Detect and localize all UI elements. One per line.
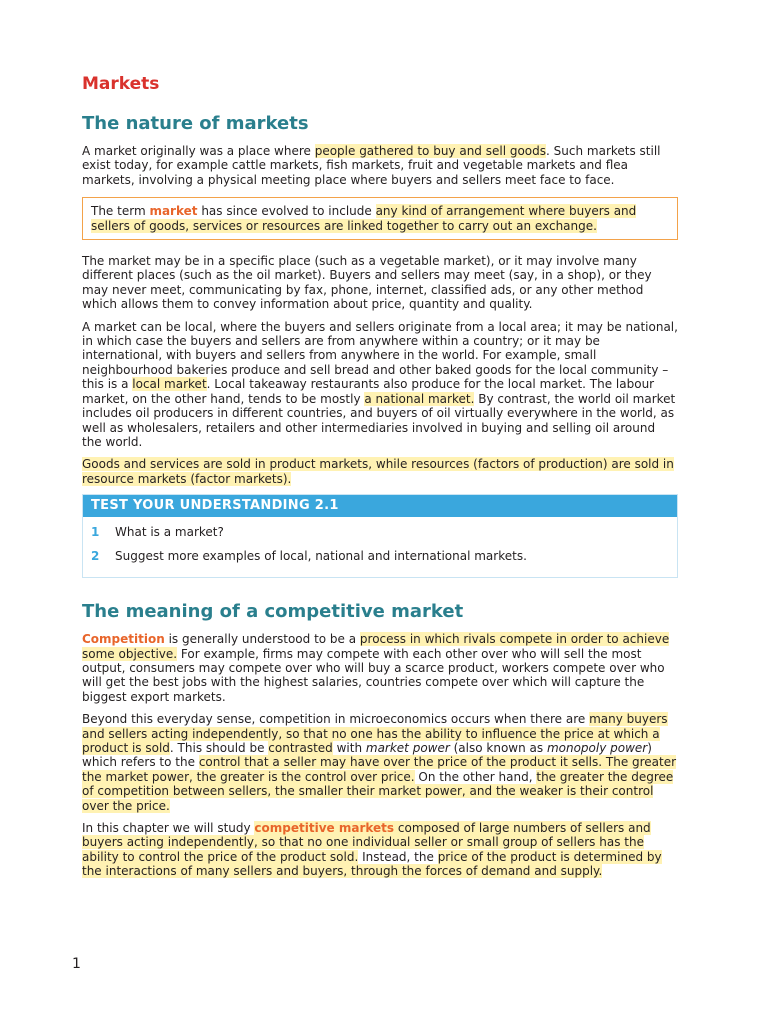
keyword-competitive-markets: competitive markets (254, 821, 395, 835)
paragraph-competition-definition (82, 632, 678, 704)
highlight: a national market. (364, 391, 475, 406)
highlight: control that a seller may have over the price of the product it sells. The greater the market power, the greater is the control over price. (82, 755, 677, 784)
question-text: Suggest more examples of local, national and international markets. (115, 549, 527, 564)
highlight: many buyers and sellers acting independently, so that no one has the ability to influence the price at which a product is sold (82, 712, 668, 755)
section-heading-nature-of-markets: The nature of markets (82, 113, 309, 134)
text-run: In this chapter we will study (82, 821, 255, 835)
text-run: has since evolved to include (197, 204, 376, 219)
definition-box (82, 197, 678, 240)
page-number: 1 (72, 956, 81, 972)
text-run: For example, firms may compete with each other over who will sell the most output, consumers may compete over who will buy a scarce product, workers compete over who will get the best jobs with the highest salaries, countries compete over which will capture the biggest export markets. (82, 646, 665, 704)
question-item (91, 525, 669, 539)
text-run: . Local takeaway restaurants also produce for the local market. The labour market, on the other hand, tends to be mostly (82, 377, 655, 406)
question-number: 2 (91, 549, 100, 564)
paragraph-market-power (82, 712, 678, 813)
text-run: is generally understood to be a (164, 632, 360, 647)
highlight: composed of large numbers of sellers and buyers acting independently, so that no one individual seller or small group of sellers has the ability to control the price of the product sold. (82, 821, 651, 864)
definition-text (91, 204, 669, 233)
text-run: Instead, the (358, 849, 438, 864)
question-item (91, 549, 669, 563)
italic-term: monopoly power (546, 740, 648, 755)
keyword-competition: Competition (82, 632, 165, 647)
text-run: (also known as (449, 740, 547, 755)
italic-term: market power (365, 740, 450, 755)
test-your-understanding-box (82, 494, 678, 578)
highlight: contrasted (268, 740, 333, 755)
paragraph-market-scope (82, 320, 678, 450)
question-number: 1 (91, 525, 100, 540)
highlight: people gathered to buy and sell goods (314, 144, 547, 158)
highlight: the greater the degree of competition between sellers, the smaller their market power, and the weaker is their control over the price. (82, 769, 674, 813)
section-heading-competitive-market: The meaning of a competitive market (82, 601, 464, 623)
paragraph-product-resource-markets (82, 457, 678, 486)
text-run: . This should be (169, 740, 269, 755)
highlight: Goods and services are sold in product markets, while resources (factors of production) are sold in resource markets (factor markets). (82, 457, 674, 486)
highlight: . (593, 218, 597, 233)
paragraph-market-places: The market may be in a specific place (such as a vegetable market), or it may involve many different places (such as the oil market). Buyers and sellers may meet (say, in a shop), or they may never meet, communicating by fax, phone, internet, classified ads, or any other method which allows them to convey information about price, quantity and quality. (82, 254, 652, 312)
text-run: A market originally was a place where (82, 144, 315, 158)
text-run: A market can be local, where the buyers and sellers originate from a local area; it may be national, in which case the buyers and sellers are from anywhere within a country; or it may be international, with buyers and sellers from anywhere in the world. For example, small neighbourhood bakeries produce and sell bread and other baked goods for the local community – this is a (82, 319, 678, 392)
paragraph-market-origin (82, 144, 678, 187)
highlight: any kind of arrangement where buyers and sellers of goods, services or resources are linked together to carry out an exchange (91, 204, 637, 233)
test-box-title: TEST YOUR UNDERSTANDING 2.1 (83, 495, 677, 517)
paragraph-competitive-markets (82, 821, 678, 879)
question-text: What is a market? (115, 525, 224, 540)
highlight: local market (132, 377, 207, 392)
test-box-questions (83, 517, 677, 577)
text-run: The term (91, 204, 150, 219)
chapter-title: Markets (82, 74, 160, 94)
text-run: ) which refers to the (82, 740, 652, 770)
page-content (82, 72, 678, 887)
keyword-market: market (149, 204, 198, 219)
text-run: On the other hand, (414, 769, 537, 784)
highlight: process in which rivals compete in order to achieve some objective. (82, 632, 670, 661)
highlight: price of the product is determined by the interactions of many sellers and buyers, through the forces of demand and supply. (82, 849, 662, 879)
text-run: . Such markets still exist today, for example cattle markets, fish markets, fruit and vegetable markets and flea markets, involving a physical meeting place where buyers and sellers meet face to face. (82, 144, 661, 187)
text-run: By contrast, the world oil market includes oil producers in different countries, and buyers of oil virtually everywhere in the world, as well as wholesalers, retailers and other intermediaries involved in buying and selling oil around the world. (82, 391, 676, 449)
text-run: Beyond this everyday sense, competition in microeconomics occurs when there are (82, 712, 590, 727)
text-run: with (332, 740, 366, 755)
